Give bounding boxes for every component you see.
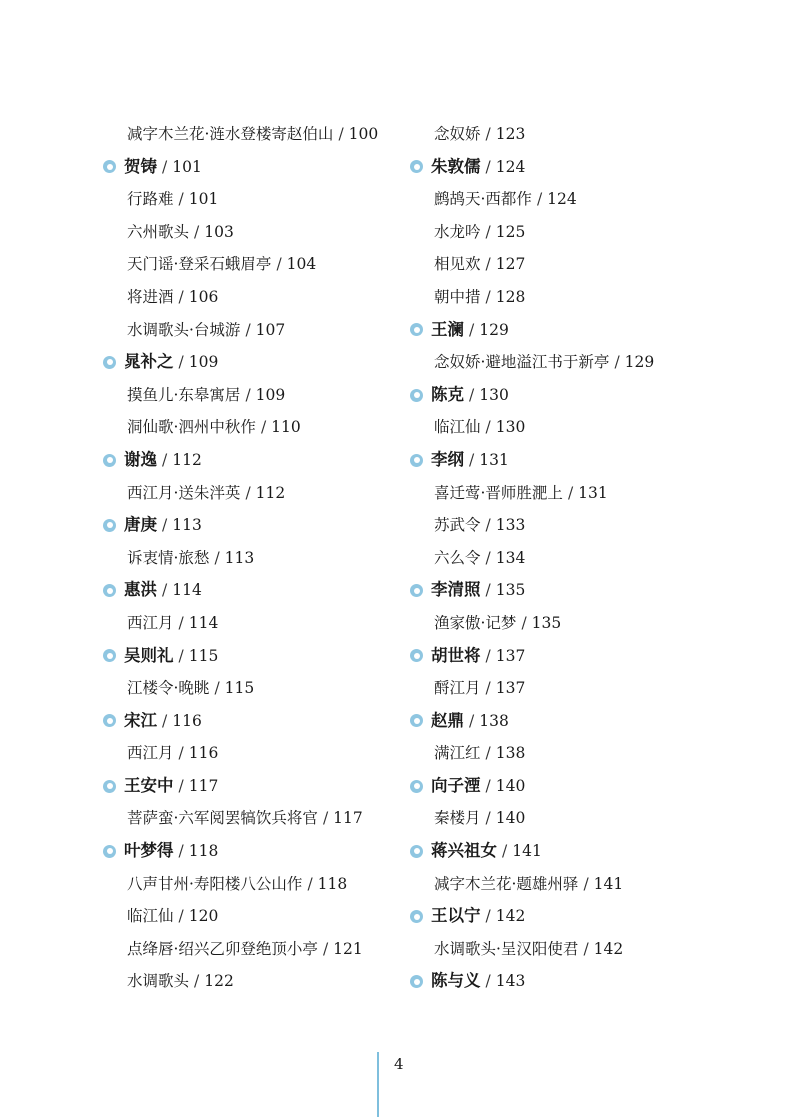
circle-bullet-icon (103, 845, 116, 858)
page-separator: / (485, 972, 491, 991)
page-ref: 121 (333, 939, 363, 958)
work-title: 喜迁莺·晋师胜淝上 (434, 483, 563, 502)
page-separator: / (260, 418, 267, 437)
page-separator: / (194, 972, 200, 991)
author-name: 陈与义 (431, 971, 481, 991)
page-separator: / (469, 385, 475, 404)
page-ref: 118 (317, 874, 348, 893)
circle-bullet-icon (410, 714, 423, 727)
toc-work-entry (410, 216, 710, 249)
page-ref: 135 (495, 581, 526, 600)
page-ref: 137 (495, 679, 526, 698)
work-title: 点绛唇·绍兴乙卯登绝顶小亭 (127, 939, 318, 958)
toc-author-entry (410, 379, 710, 412)
page-separator: / (162, 450, 168, 469)
work-title: 临江仙 (434, 418, 481, 437)
page-ref: 131 (578, 483, 608, 502)
toc-work-entry (103, 672, 403, 705)
work-title: 满江红 (434, 744, 481, 763)
toc-work-entry (103, 965, 403, 998)
page-ref: 117 (188, 776, 219, 795)
toc-author-entry (410, 705, 710, 738)
toc-work-entry (103, 900, 403, 933)
toc-work-entry (103, 477, 403, 510)
page-ref: 103 (204, 222, 234, 241)
circle-bullet-icon (410, 389, 423, 402)
author-name: 赵鼎 (431, 710, 464, 730)
author-name: 贺铸 (124, 156, 157, 176)
toc-work-entry (410, 542, 710, 575)
toc-work-entry (410, 672, 710, 705)
page-ref: 110 (271, 418, 301, 437)
page-separator: / (162, 581, 168, 600)
page-ref: 113 (172, 516, 202, 535)
page-separator: / (178, 613, 184, 632)
page-ref: 106 (188, 287, 219, 306)
author-name: 朱敦儒 (431, 156, 481, 176)
page-ref: 109 (188, 353, 219, 372)
page-separator: / (245, 385, 251, 404)
page-separator: / (469, 450, 475, 469)
page-ref: 142 (495, 907, 526, 926)
page-ref: 117 (333, 809, 363, 828)
work-title: 江楼令·晚眺 (127, 679, 210, 698)
page-separator: / (276, 255, 282, 274)
circle-bullet-icon (410, 160, 423, 173)
work-title: 洞仙歌·泗州中秋作 (127, 418, 256, 437)
page-separator: / (178, 744, 184, 763)
author-name: 李纲 (431, 449, 464, 469)
toc-work-entry (103, 281, 403, 314)
circle-bullet-icon (410, 910, 423, 923)
toc-work-entry (103, 183, 403, 216)
page-separator: / (178, 776, 184, 795)
page-ref: 101 (188, 190, 219, 209)
page-ref: 125 (495, 222, 526, 241)
toc-work-entry (410, 868, 710, 901)
page-ref: 101 (172, 157, 202, 176)
toc-work-entry (410, 802, 710, 835)
page-ref: 138 (495, 744, 526, 763)
page-ref: 115 (188, 646, 219, 665)
page-ref: 124 (495, 157, 526, 176)
page-separator: / (162, 157, 168, 176)
page-ref: 129 (479, 320, 509, 339)
toc-work-entry (410, 607, 710, 640)
work-title: 诉衷情·旅愁 (127, 548, 210, 567)
page-number: 4 (394, 1055, 404, 1073)
toc-author-entry (410, 965, 710, 998)
circle-bullet-icon (410, 584, 423, 597)
circle-bullet-icon (410, 323, 423, 336)
page-separator: / (178, 907, 184, 926)
toc-author-entry (103, 509, 403, 542)
page-separator: / (485, 222, 491, 241)
page-separator: / (178, 842, 184, 861)
page-separator: / (485, 646, 491, 665)
work-title: 减字木兰花·题雄州驿 (434, 874, 579, 893)
toc-work-entry (103, 118, 403, 151)
page-separator: / (485, 548, 491, 567)
work-title: 念奴娇 (434, 125, 481, 143)
work-title: 西江月·送朱泮英 (127, 483, 241, 502)
page-ref: 100 (348, 125, 379, 143)
toc-author-entry (410, 900, 710, 933)
work-title: 西江月 (127, 744, 174, 763)
toc-work-entry (410, 509, 710, 542)
page-ref: 141 (512, 842, 542, 861)
page-ref: 138 (479, 711, 509, 730)
work-title: 水调歌头·台城游 (127, 320, 241, 339)
work-title: 鹧鸪天·西都作 (434, 190, 532, 209)
page-ref: 141 (593, 874, 624, 893)
page-separator: / (162, 516, 168, 535)
toc-author-entry (410, 314, 710, 347)
page-separator: / (583, 939, 589, 958)
circle-bullet-icon (410, 454, 423, 467)
page-separator: / (485, 581, 491, 600)
page-ref: 129 (624, 353, 655, 372)
toc-author-entry (103, 574, 403, 607)
page-ref: 142 (593, 939, 624, 958)
toc-work-entry (410, 248, 710, 281)
author-name: 唐庚 (124, 515, 157, 535)
circle-bullet-icon (103, 649, 116, 662)
page-separator: / (485, 255, 491, 274)
page-separator: / (178, 353, 184, 372)
toc-work-entry (103, 411, 403, 444)
page-ref: 130 (495, 418, 526, 437)
circle-bullet-icon (103, 356, 116, 369)
circle-bullet-icon (410, 845, 423, 858)
page-separator: / (178, 646, 184, 665)
work-title: 相见欢 (434, 255, 481, 274)
page-separator: / (245, 320, 251, 339)
author-name: 惠洪 (124, 580, 157, 600)
toc-author-entry (410, 770, 710, 803)
toc-work-entry (410, 477, 710, 510)
page-ref: 115 (224, 679, 255, 698)
page-separator: / (583, 874, 589, 893)
toc-author-entry (410, 835, 710, 868)
work-title: 菩萨蛮·六军阅罢犒饮兵将官 (127, 809, 318, 828)
toc-work-entry (410, 346, 710, 379)
page-separator: / (469, 320, 475, 339)
toc-author-entry (410, 151, 710, 184)
work-title: 水调歌头·呈汉阳使君 (434, 939, 579, 958)
author-name: 吴则礼 (124, 645, 174, 665)
author-name: 宋江 (124, 710, 157, 730)
author-name: 叶梦得 (124, 841, 174, 861)
work-title: 水龙吟 (434, 222, 481, 241)
page-separator: / (214, 679, 220, 698)
page-ref: 109 (255, 385, 286, 404)
toc-work-entry (410, 183, 710, 216)
toc-column-right (410, 118, 710, 998)
toc-work-entry (103, 314, 403, 347)
page-ref: 107 (255, 320, 286, 339)
toc-author-entry (103, 640, 403, 673)
page-separator: / (194, 222, 200, 241)
toc-author-entry (103, 835, 403, 868)
toc-work-entry (103, 802, 403, 835)
page-separator: / (245, 483, 251, 502)
page-separator: / (338, 125, 344, 143)
page-separator: / (521, 613, 527, 632)
page-ref: 120 (188, 907, 219, 926)
toc-column-left (103, 118, 403, 998)
page-separator: / (307, 874, 313, 893)
page-separator: / (214, 548, 220, 567)
toc-author-entry (410, 574, 710, 607)
page-ref: 140 (495, 809, 526, 828)
page-ref: 134 (495, 548, 526, 567)
page-ref: 130 (479, 385, 509, 404)
work-title: 行路难 (127, 190, 174, 209)
page-separator: / (485, 809, 491, 828)
page-ref: 143 (495, 972, 526, 991)
page-ref: 118 (188, 842, 219, 861)
author-name: 蒋兴祖女 (431, 841, 497, 861)
toc-work-entry (410, 118, 710, 151)
toc-author-entry (103, 346, 403, 379)
toc-author-entry (103, 705, 403, 738)
toc-work-entry (103, 868, 403, 901)
page-separator: / (322, 809, 329, 828)
page-separator: / (178, 287, 184, 306)
work-title: 八声甘州·寿阳楼八公山作 (127, 874, 303, 893)
page-separator: / (485, 679, 491, 698)
toc-work-entry (410, 933, 710, 966)
toc-work-entry (103, 216, 403, 249)
page-ref: 123 (495, 125, 526, 143)
work-title: 减字木兰花·涟水登楼寄赵伯山 (127, 125, 334, 143)
author-name: 谢逸 (124, 449, 157, 469)
page-ref: 135 (531, 613, 562, 632)
circle-bullet-icon (410, 649, 423, 662)
toc-author-entry (103, 444, 403, 477)
work-title: 朝中措 (434, 287, 481, 306)
author-name: 王安中 (124, 775, 174, 795)
work-title: 酹江月 (434, 679, 481, 698)
work-title: 苏武令 (434, 516, 481, 535)
page-separator: / (485, 418, 491, 437)
page-separator: / (485, 125, 491, 143)
page-ref: 127 (495, 255, 526, 274)
work-title: 临江仙 (127, 907, 174, 926)
page-separator: / (536, 190, 543, 209)
author-name: 王以宁 (431, 906, 481, 926)
toc-work-entry (103, 933, 403, 966)
page-separator: / (502, 842, 508, 861)
work-title: 渔家傲·记梦 (434, 613, 517, 632)
toc-work-entry (103, 248, 403, 281)
toc-work-entry (103, 737, 403, 770)
work-title: 六州歌头 (127, 222, 190, 241)
page-ref: 116 (188, 744, 219, 763)
page-ref: 114 (188, 613, 219, 632)
page-ref: 104 (286, 255, 317, 274)
page-ref: 122 (204, 972, 234, 991)
toc-work-entry (103, 379, 403, 412)
page-ref: 137 (495, 646, 526, 665)
work-title: 摸鱼儿·东皋寓居 (127, 385, 241, 404)
author-name: 晁补之 (124, 352, 174, 372)
circle-bullet-icon (103, 780, 116, 793)
toc-author-entry (103, 770, 403, 803)
toc-author-entry (410, 640, 710, 673)
toc-work-entry (103, 542, 403, 575)
circle-bullet-icon (103, 714, 116, 727)
page-separator: / (162, 711, 168, 730)
page-separator: / (485, 516, 491, 535)
toc-author-entry (103, 151, 403, 184)
page-divider (377, 1052, 379, 1117)
page-separator: / (485, 907, 491, 926)
work-title: 六么令 (434, 548, 481, 567)
toc-work-entry (103, 607, 403, 640)
page-ref: 114 (172, 581, 202, 600)
page-ref: 140 (495, 776, 526, 795)
page-separator: / (322, 939, 329, 958)
work-title: 秦楼月 (434, 809, 481, 828)
work-title: 念奴娇·避地溢江书于新亭 (434, 353, 610, 372)
page-ref: 124 (547, 190, 577, 209)
work-title: 将进酒 (127, 287, 174, 306)
toc-work-entry (410, 737, 710, 770)
page-separator: / (485, 744, 491, 763)
author-name: 向子湮 (431, 775, 481, 795)
page-separator: / (485, 776, 491, 795)
page-separator: / (614, 353, 620, 372)
page-ref: 112 (255, 483, 286, 502)
circle-bullet-icon (103, 160, 116, 173)
page-separator: / (485, 287, 491, 306)
toc-author-entry (410, 444, 710, 477)
page-ref: 113 (224, 548, 255, 567)
page-ref: 128 (495, 287, 526, 306)
toc-work-entry (410, 411, 710, 444)
page-separator: / (469, 711, 475, 730)
page-ref: 131 (479, 450, 509, 469)
work-title: 水调歌头 (127, 972, 190, 991)
circle-bullet-icon (103, 454, 116, 467)
circle-bullet-icon (410, 780, 423, 793)
page-separator: / (567, 483, 574, 502)
circle-bullet-icon (103, 519, 116, 532)
circle-bullet-icon (103, 584, 116, 597)
work-title: 天门谣·登采石蛾眉亭 (127, 255, 272, 274)
page-separator: / (485, 157, 491, 176)
page-ref: 133 (495, 516, 526, 535)
author-name: 陈克 (431, 384, 464, 404)
circle-bullet-icon (410, 975, 423, 988)
page-ref: 112 (172, 450, 202, 469)
author-name: 李清照 (431, 580, 481, 600)
work-title: 西江月 (127, 613, 174, 632)
toc-work-entry (410, 281, 710, 314)
page-ref: 116 (172, 711, 202, 730)
author-name: 王澜 (431, 319, 464, 339)
page-separator: / (178, 190, 184, 209)
author-name: 胡世将 (431, 645, 481, 665)
